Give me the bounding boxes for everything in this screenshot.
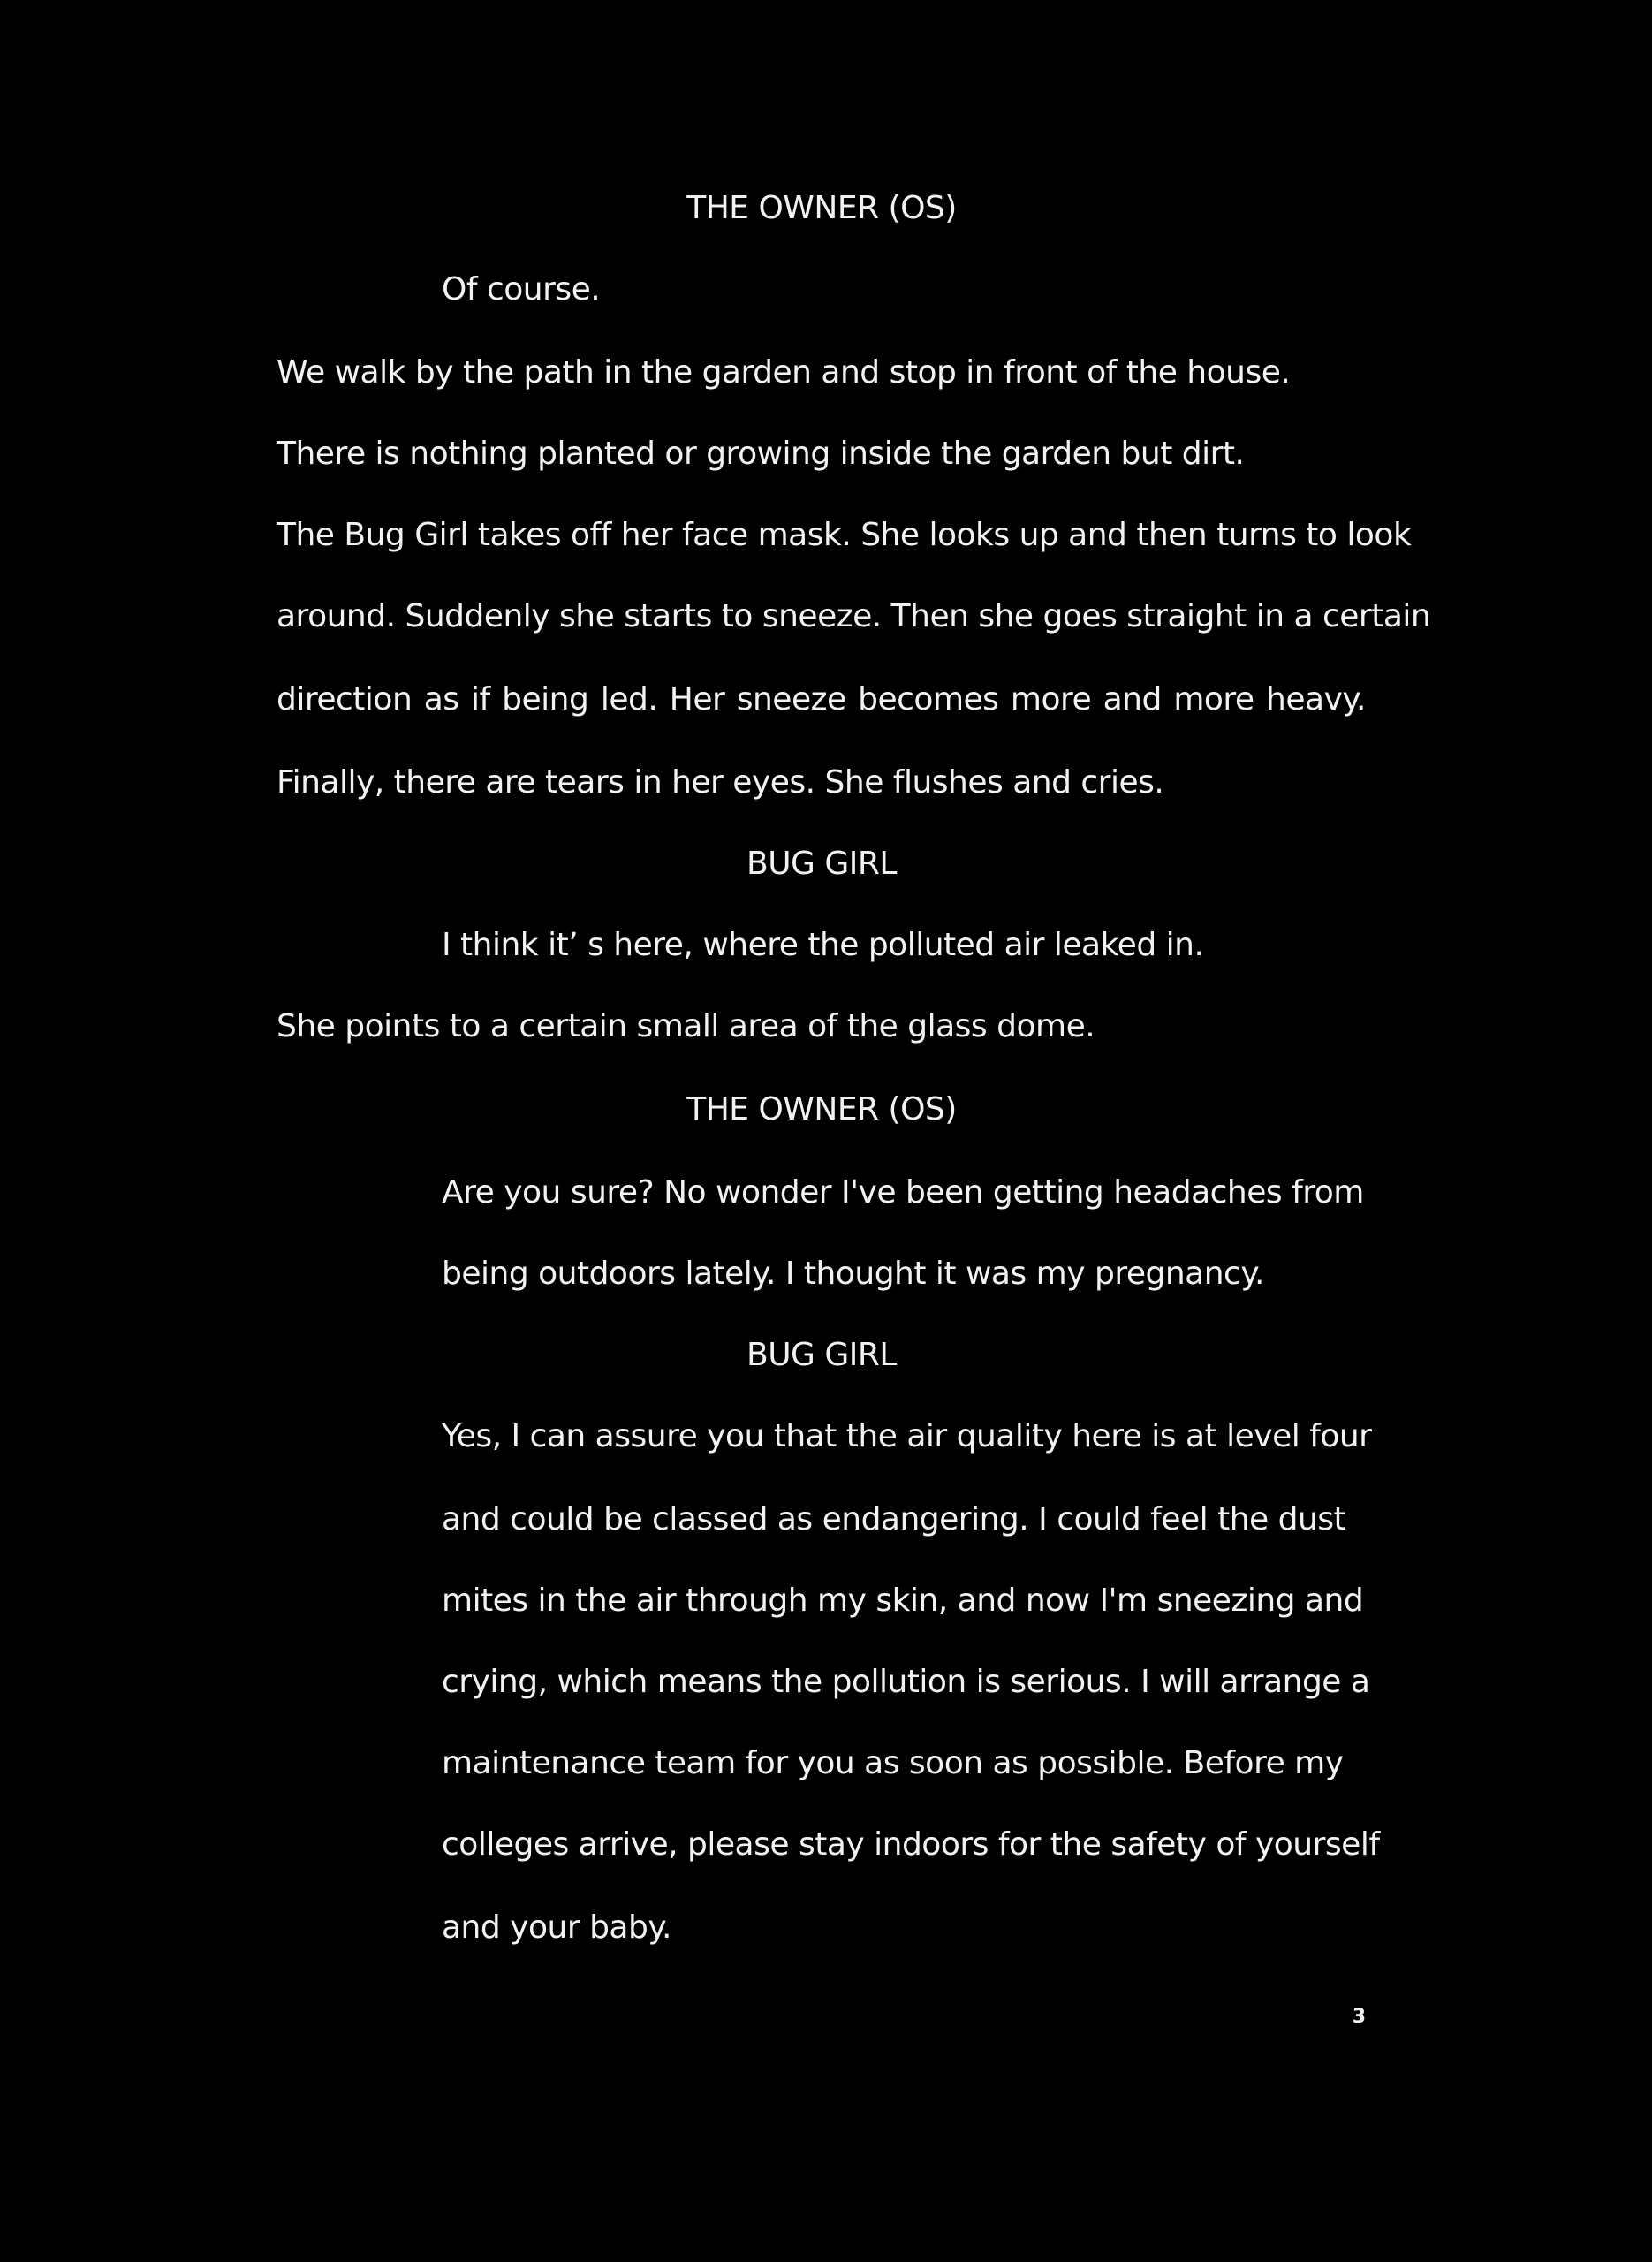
dialogue-line: crying, which means the pollution is serious. I will arrange a (442, 1664, 1370, 1700)
action-line: She points to a certain small area of the glass dome. (277, 1008, 1095, 1044)
action-line-justified: direction as if being led. Her sneeze becomes more and more heavy. (277, 681, 1366, 717)
dialogue-line: maintenance team for you as soon as possible. Before my (442, 1745, 1344, 1781)
dialogue-line: and could be classed as endangering. I could feel the dust (442, 1501, 1346, 1537)
dialogue-line: Are you sure? No wonder I've been getting headaches from (442, 1174, 1364, 1211)
action-line: Finally, there are tears in her eyes. She flushes and cries. (277, 764, 1164, 801)
action-line: around. Suddenly she starts to sneeze. Then she goes straight in a certain (277, 598, 1431, 634)
dialogue-line: I think it’ s here, where the polluted air leaked in. (442, 927, 1204, 963)
dialogue-line: Yes, I can assure you that the air quality here is at level four (442, 1418, 1372, 1454)
dialogue-line: mites in the air through my skin, and now I'm sneezing and (442, 1583, 1364, 1619)
action-line: There is nothing planted or growing inside the garden but dirt. (277, 436, 1245, 472)
character-cue-bug-girl: BUG GIRL (746, 846, 897, 882)
page-number: 3 (1352, 2006, 1366, 2028)
dialogue-line: colleges arrive, please stay indoors for the safety of yourself (442, 1826, 1380, 1863)
action-line: We walk by the path in the garden and stop in front of the house. (277, 354, 1291, 391)
dialogue-line: Of course. (442, 271, 601, 307)
dialogue-line: and your baby. (442, 1909, 671, 1946)
character-cue-the-owner: THE OWNER (OS) (686, 190, 957, 226)
action-line: The Bug Girl takes off her face mask. She looks up and then turns to look (277, 517, 1412, 553)
character-cue-the-owner: THE OWNER (OS) (686, 1091, 957, 1127)
character-cue-bug-girl: BUG GIRL (746, 1337, 897, 1373)
dialogue-line: being outdoors lately. I thought it was my pregnancy. (442, 1256, 1264, 1292)
